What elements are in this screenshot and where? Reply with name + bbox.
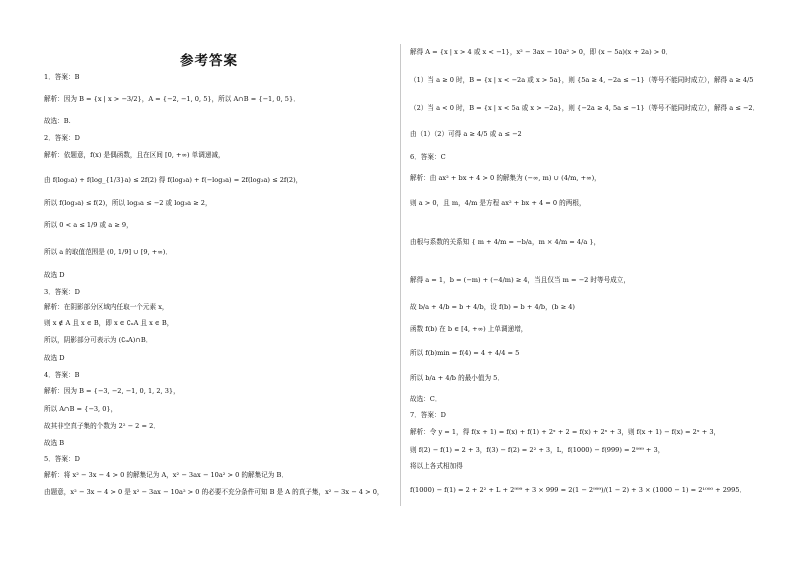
answer-3-line-2: 则 x ∉ A 且 x ∈ B，即 x ∈ ∁ᵤA 且 x ∈ B， (44, 319, 174, 327)
answer-4-line-1: 解析：因为 B = {−3, −2, −1, 0, 1, 2, 3}， (44, 387, 180, 395)
answer-5-conclusion: 由（1）（2）可得 a ≥ 4/5 或 a ≤ −2 (410, 130, 522, 138)
answer-6-line-2: 则 a > 0，且 m，4/m 是方程 ax² + bx + 4 = 0 的两根， (410, 199, 586, 207)
answer-4-line-2: 所以 A∩B = {−3, 0}， (44, 405, 118, 413)
answer-1-heading: 1．答案：B (44, 73, 80, 81)
answer-1-conclusion: 故选：B. (44, 117, 71, 125)
answer-3-heading: 3．答案：D (44, 288, 80, 296)
answer-3-conclusion: 故选 D (44, 354, 65, 362)
answer-4-conclusion: 故选 B (44, 439, 65, 447)
answer-2-line-2: 由 f(log₃a) + f(log_{1/3}a) ≤ 2f(2) 得 f(log₃a) + f(−log₃a) = 2f(log₃a) ≤ 2f(2)， (44, 176, 303, 184)
answer-5-case-2: （2）当 a < 0 时，B = {x | x < 5a 或 x > −2a}，则 {−2a ≥ 4, 5a ≤ −1}（等号不能同时成立），解得 a ≤ −2． (410, 104, 760, 112)
answer-5-line-1: 解析：将 x² − 3x − 4 > 0 的解集记为 A，x² − 3ax − 10a² > 0 的解集记为 B． (44, 471, 288, 479)
answer-6-line-8: 所以 b/a + 4/b 的最小值为 5． (410, 374, 504, 382)
answer-3-line-1: 解析：在阴影部分区域内任取一个元素 x， (44, 303, 169, 311)
answer-6-line-7: 所以 f(b)min = f(4) = 4 + 4/4 = 5 (410, 349, 520, 357)
answer-2-line-5: 所以 a 的取值范围是 (0, 1/9] ∪ [9, +∞)． (44, 248, 172, 256)
answer-6-conclusion: 故选：C． (410, 395, 442, 403)
answer-7-line-2: 则 f(2) − f(1) = 2 + 3，f(3) − f(2) = 2² + 3，L，f(1000) − f(999) = 2⁹⁹⁹ + 3， (410, 446, 665, 454)
answer-2-line-1: 解析：依题意，f(x) 是偶函数，且在区间 [0, +∞) 单调递减， (44, 151, 225, 159)
answer-2-heading: 2．答案：D (44, 134, 80, 142)
column-divider (400, 44, 401, 506)
answer-6-line-1: 解析：由 ax² + bx + 4 > 0 的解集为 (−∞, m) ∪ (4/m, +∞)， (410, 174, 601, 182)
answer-2-line-4: 所以 0 < a ≤ 1/9 或 a ≥ 9， (44, 221, 133, 229)
answer-2-line-3: 所以 f(log₃a) ≤ f(2)，所以 log₃a ≤ −2 或 log₃a ≥ 2， (44, 199, 212, 207)
answer-6-heading: 6．答案：C (410, 153, 446, 161)
answer-3-line-3: 所以，阴影部分可表示为 (∁ᵤA)∩B． (44, 336, 153, 344)
answer-6-line-6: 函数 f(b) 在 b ∈ [4, +∞) 上单调递增， (410, 325, 528, 333)
answer-6-line-5: 故 b/a + 4/b = b + 4/b，设 f(b) = b + 4/b，(b ≥ 4) (410, 303, 575, 311)
answer-5-case-1: （1）当 a ≥ 0 时，B = {x | x < −2a 或 x > 5a}，则 {5a ≥ 4, −2a ≤ −1}（等号不能同时成立），解得 a ≥ 4/5 (410, 76, 754, 84)
answer-7-line-4: f(1000) − f(1) = 2 + 2² + L + 2⁹⁹⁹ + 3 × 999 = 2(1 − 2⁹⁹⁹)/(1 − 2) + 3 × (1000 − 1) = 2¹⁰⁰⁰ + 2995． (410, 486, 747, 494)
answer-5-line-3: 解得 A = {x | x > 4 或 x < −1}，x² − 3ax − 10a² > 0，即 (x − 5a)(x + 2a) > 0． (410, 48, 673, 56)
answer-2-conclusion: 故选 D (44, 271, 65, 279)
answer-7-heading: 7．答案：D (410, 411, 446, 419)
answer-5-line-2: 由题意，x² − 3x − 4 > 0 是 x² − 3ax − 10a² > 0 的必要不充分条件可知 B 是 A 的真子集，x² − 3x − 4 > 0， (44, 488, 384, 496)
page-title: 参考答案 (180, 53, 238, 69)
answer-7-line-1: 解析：令 y = 1，得 f(x + 1) = f(x) + f(1) + 2ˣ + 2 = f(x) + 2ˣ + 3，则 f(x + 1) − f(x) = 2ˣ + 3， (410, 428, 721, 436)
answer-5-heading: 5．答案：D (44, 455, 80, 463)
answer-1-explanation: 解析：因为 B = {x | x > −3/2}，A = {−2, −1, 0, 5}，所以 A∩B = {−1, 0, 5}． (44, 95, 300, 103)
answer-7-line-3: 将以上各式相加得 (410, 462, 463, 470)
answer-6-line-3: 由根与系数的关系知 { m + 4/m = −b/a，m × 4/m = 4/a }， (410, 238, 601, 246)
answer-4-line-3: 故其非空真子集的个数为 2² − 2 = 2． (44, 422, 160, 430)
answer-4-heading: 4．答案：B (44, 371, 80, 379)
answer-6-line-4: 解得 a = 1，b = (−m) + (−4/m) ≥ 4，当且仅当 m = −2 时等号成立， (410, 276, 630, 284)
